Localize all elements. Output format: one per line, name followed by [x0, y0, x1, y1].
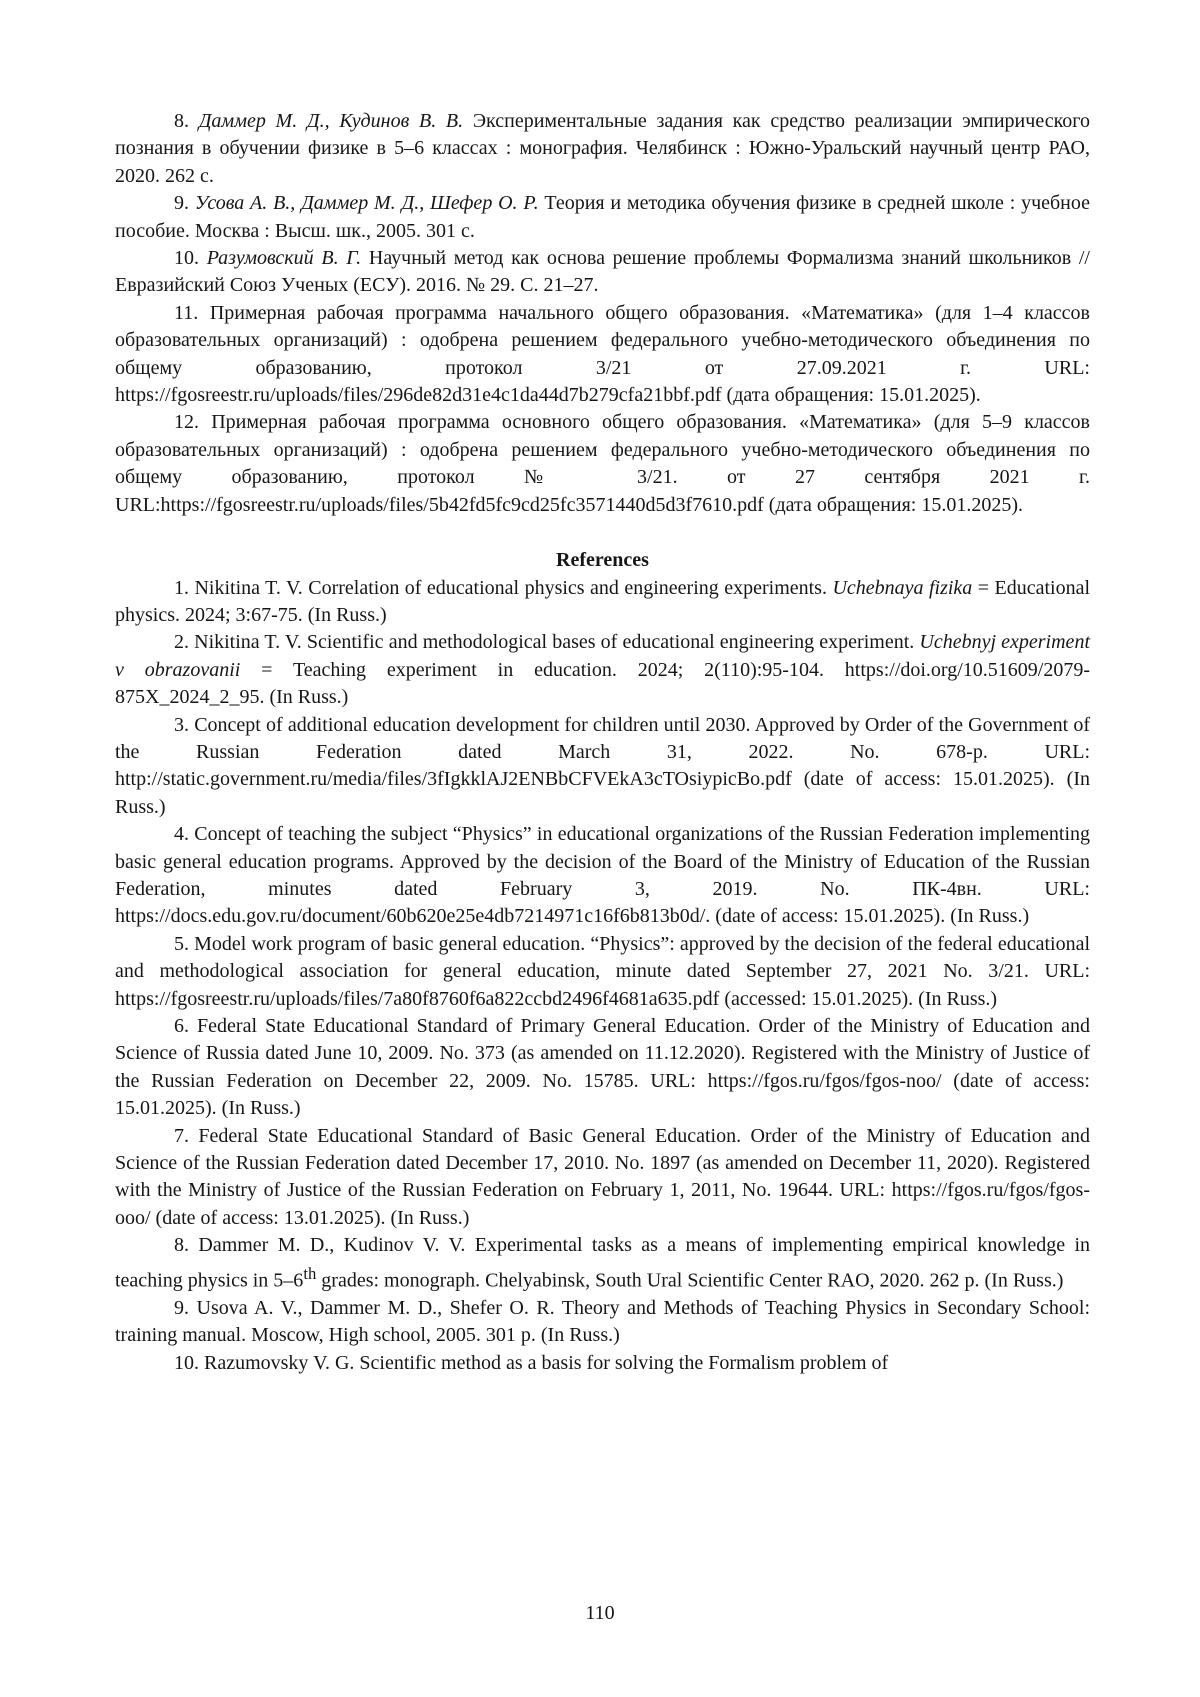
ref-en-3	[115, 712, 1090, 822]
ref-authors: Усова А. В., Даммер М. Д., Шефер О. Р.	[194, 192, 539, 215]
ref-text: Nikitina T. V. Correlation of educational physics and engineering experiments.	[194, 576, 833, 599]
ref-ru-10	[115, 245, 1090, 300]
ref-ru-8	[115, 108, 1090, 190]
ref-text: Теория и методика обучения физике в средней школе : учебное пособие. Москва : Высш. шк., 2005. 301 с.	[115, 192, 1091, 242]
section-gap	[115, 519, 1090, 547]
ref-number: 10.	[174, 1351, 199, 1374]
ref-number: 4.	[174, 823, 189, 846]
ref-en-9	[115, 1295, 1090, 1350]
ref-number: 11.	[174, 301, 199, 324]
ref-number: 9.	[174, 192, 189, 215]
ref-number: 2.	[174, 631, 189, 654]
ref-text: Concept of additional education development for children until 2030. Approved by Order of the Government of the Russian Federation dated March 31, 2022. No. 678-р. URL: http://static.government.ru/media/files/3fIgkklAJ2ENBbCFVEkA3cTOsiypicBo.pdf (date of access: 15.01.2025). (In Russ.)	[115, 713, 1090, 818]
ref-number: 5.	[174, 932, 189, 955]
ref-number: 9.	[174, 1296, 189, 1319]
page-number: 110	[585, 1602, 615, 1624]
ref-text: Dammer M. D., Kudinov V. V. Experimental tasks as a means of implementing empirical knowledge in teaching physics in 5–6	[115, 1234, 1091, 1292]
ref-text: Примерная рабочая программа основного общего образования. «Математика» (для 5–9 классов образовательных организаций) : одобрена решением федерального учебно-методического объединения по общему образованию, протокол № 3/21. от 27 сентября 2021 г. URL:https://fgosreestr.ru/uploads/files/5b42fd5fc9cd25fc3571440d5d3f7610.pdf (дата обращения: 15.01.2025).	[115, 411, 1090, 516]
page-content	[115, 108, 1090, 1588]
ref-journal: Uchebnyj experiment v obrazovanii	[115, 631, 1090, 681]
ref-en-2	[115, 629, 1090, 711]
ref-text: Model work program of basic general education. “Physics”: approved by the decision of the federal educational and methodological association for general education, minute dated September 27, 2021 No. 3/21. URL: https://fgosreestr.ru/uploads/files/7a80f8760f6a822ccbd2496f4681a635.pdf (accessed: 15.01.2025). (In Russ.)	[115, 932, 1090, 1010]
ref-text: Nikitina T. V. Scientific and methodological bases of educational engineering experiment.	[194, 631, 920, 654]
ref-authors: Даммер М. Д., Кудинов В. В.	[198, 110, 464, 132]
ref-text-tail: = Educational physics. 2024; 3:67-75. (In Russ.)	[115, 576, 1091, 626]
ref-en-7	[115, 1123, 1090, 1233]
ref-number: 3.	[174, 713, 189, 736]
ref-en-4	[115, 821, 1090, 931]
ref-number: 1.	[174, 576, 189, 599]
ref-number: 6.	[174, 1015, 189, 1037]
ref-number: 8.	[174, 1234, 189, 1257]
ref-text-tail: grades: monograph. Chelyabinsk, South Ural Scientific Center RAO, 2020. 262 p. (In Russ.)	[316, 1269, 1064, 1292]
ref-text: Примерная рабочая программа начального общего образования. «Математика» (для 1–4 классов образовательных организаций) : одобрена решением федерального учебно-методического объединения по общему образованию, протокол 3/21 от 27.09.2021 г. URL: https://fgosreestr.ru/uploads/files/296de82d31e4c1da44d7b279cfa21bbf.pdf (дата обращения: 15.01.2025).	[115, 301, 1091, 407]
ref-number: 8.	[174, 110, 189, 132]
references-heading: References	[556, 549, 649, 572]
ref-text: Научный метод как основа решение проблемы Формализма знаний школьников // Евразийский Союз Ученых (ЕСУ). 2016. № 29. С. 21–27.	[115, 247, 1090, 297]
ref-superscript: th	[303, 1263, 317, 1283]
ref-number: 7.	[174, 1124, 189, 1147]
ref-journal: Uchebnaya fizika	[832, 576, 973, 599]
ref-text: Razumovsky V. G. Scientific method as a basis for solving the Formalism problem of	[204, 1351, 889, 1374]
ref-text: Federal State Educational Standard of Primary General Education. Order of the Ministry of Education and Science of Russia dated June 10, 2009. No. 373 (as amended on 11.12.2020). Registered with the Ministry of Justice of the Russian Federation on December 22, 2009. No. 15785. URL: https://fgos.ru/fgos/fgos-noo/ (date of access: 15.01.2025). (In Russ.)	[115, 1015, 1090, 1120]
ref-en-6	[115, 1013, 1090, 1123]
ref-text: Federal State Educational Standard of Basic General Education. Order of the Ministry of Education and Science of the Russian Federation dated December 17, 2010. No. 1897 (as amended on December 11, 2020). Registered with the Ministry of Justice of the Russian Federation on February 1, 2011, No. 19644. URL: https://fgos.ru/fgos/fgos-ooo/ (date of access: 13.01.2025). (In Russ.)	[115, 1124, 1091, 1229]
ref-en-10	[115, 1350, 1090, 1377]
ref-text-tail: = Teaching experiment in education. 2024; 2(110):95-104. https://doi.org/10.51609/2079-875X_2024_2_95. (In Russ.)	[115, 658, 1091, 709]
ref-ru-9	[115, 190, 1090, 245]
ref-text: Usova A. V., Dammer M. D., Shefer O. R. Theory and Methods of Teaching Physics in Secondary School: training manual. Moscow, High school, 2005. 301 p. (In Russ.)	[115, 1296, 1090, 1347]
ref-text: Concept of teaching the subject “Physics” in educational organizations of the Russian Federation implementing basic general education programs. Approved by the decision of the Board of the Ministry of Education of the Russian Federation, minutes dated February 3, 2019. No. ПК-4вн. URL: https://docs.edu.gov.ru/document/60b620e25e4db7214971c16f6b813b0d/. (date of access: 15.01.2025). (In Russ.)	[115, 823, 1091, 928]
ref-en-8	[115, 1232, 1090, 1294]
ref-text: Экспериментальные задания как средство реализации эмпирического познания в обучении физике в 5–6 классах : монография. Челябинск : Южно-Уральский научный центр РАО, 2020. 262 с.	[115, 110, 1090, 187]
ref-ru-11	[115, 300, 1090, 410]
ref-authors: Разумовский В. Г.	[206, 247, 362, 270]
ref-number: 10.	[174, 247, 199, 270]
ref-ru-12	[115, 409, 1090, 519]
ref-en-1	[115, 575, 1090, 630]
ref-number: 12.	[174, 411, 199, 434]
ref-en-5	[115, 931, 1090, 1013]
